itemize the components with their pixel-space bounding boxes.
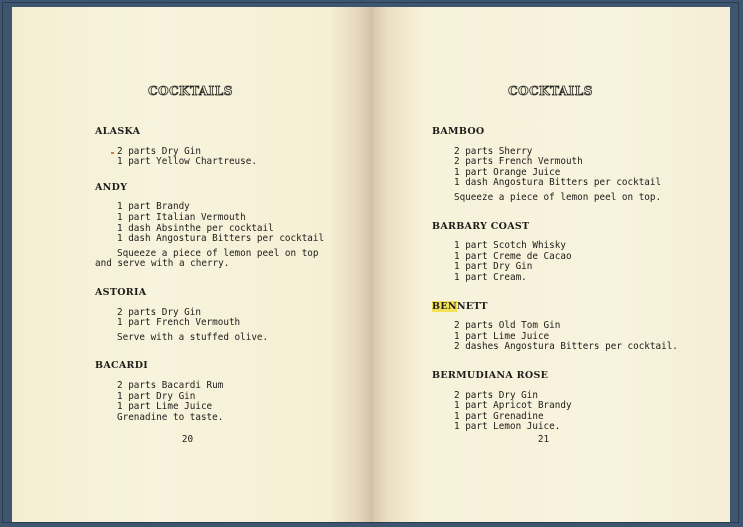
ingredient: 1 dash Angostura Bitters per cocktail: [454, 177, 662, 189]
ingredient: 1 part Lime Juice: [454, 330, 550, 342]
ingredient: 2 parts Bacardi Rum: [117, 379, 224, 391]
recipe-title-rest: NETT: [456, 300, 488, 312]
ingredient: 1 dash Absinthe per cocktail: [117, 222, 274, 234]
ingredient-list: [454, 147, 692, 189]
recipe-barbary-coast: [432, 222, 692, 284]
ingredient: 2 parts French Vermouth: [454, 156, 583, 168]
recipe-list: [95, 127, 345, 423]
ingredient: 1 part Apricot Brandy: [454, 400, 572, 412]
ingredient: 1 part Cream.: [454, 271, 527, 283]
recipe-title: ASTORIA: [95, 286, 147, 298]
recipe-title: BARBARY COAST: [432, 220, 530, 232]
recipe-title: BAMBOO: [432, 126, 485, 137]
ingredient: 2 dashes Angostura Bitters per cocktail.: [454, 341, 678, 353]
recipe-title: BACARDI: [95, 360, 149, 372]
ingredient: 2 parts Dry Gin: [117, 306, 201, 318]
recipe-instruction: Squeeze a piece of lemon peel on top and serve with a cherry.: [95, 247, 319, 270]
recipe-bamboo: [432, 127, 692, 204]
recipe-astoria: [95, 288, 345, 343]
ingredient: 1 part Yellow Chartreuse.: [117, 156, 257, 168]
ingredient: 1 part Italian Vermouth: [117, 211, 246, 223]
ingredient-list: [117, 147, 345, 168]
recipe-title: [432, 302, 692, 313]
right-page: [373, 7, 730, 522]
recipe-bermudiana-rose: [432, 371, 692, 433]
recipe-title: ALASKA: [95, 126, 141, 137]
ingredient: 1 part Lime Juice: [117, 401, 213, 413]
ingredient: 1 part French Vermouth: [117, 317, 241, 329]
recipe-title: ANDY: [95, 181, 128, 193]
ingredient: 1 part Dry Gin: [454, 261, 533, 273]
page-number: 21: [537, 434, 550, 445]
page-header: COCKTAILS: [148, 84, 233, 98]
recipe-andy: [95, 183, 345, 270]
ingredient: 1 part Lemon Juice.: [454, 421, 561, 433]
ingredient: 1 part Brandy: [117, 201, 190, 213]
ingredient: 1 part Creme de Cacao: [454, 250, 572, 262]
page-number: 20: [181, 434, 194, 445]
ingredient: 2 parts Dry Gin: [117, 145, 201, 157]
ingredient: 1 part Grenadine: [454, 410, 544, 422]
ingredient: 2 parts Dry Gin: [454, 389, 538, 401]
recipe-alaska: [95, 127, 345, 168]
ingredient: 2 parts Sherry: [454, 145, 533, 157]
ingredient-list: [454, 321, 692, 353]
left-page: [12, 7, 373, 522]
search-highlight: BEN: [432, 300, 457, 312]
recipe-instruction: Serve with a stuffed olive.: [117, 331, 269, 343]
ingredient-list: [454, 241, 692, 283]
recipe-instruction: Squeeze a piece of lemon peel on top.: [454, 191, 662, 203]
ingredient-list: [117, 202, 345, 244]
recipe-list: [432, 127, 692, 433]
recipe-bacardi: [95, 361, 345, 423]
ingredient: 1 part Dry Gin: [117, 390, 196, 402]
ingredient: 1 part Orange Juice: [454, 166, 561, 178]
page-header: COCKTAILS: [508, 84, 593, 98]
recipe-title: BERMUDIANA ROSE: [432, 369, 549, 381]
ingredient: 1 part Scotch Whisky: [454, 240, 566, 252]
recipe-bennett: [432, 302, 692, 353]
ingredient-list: [454, 391, 692, 433]
ingredient: Grenadine to taste.: [117, 411, 224, 423]
ingredient-list: [117, 381, 345, 423]
ingredient: 1 dash Angostura Bitters per cocktail: [117, 233, 325, 245]
ingredient-list: [117, 308, 345, 329]
ingredient: 2 parts Old Tom Gin: [454, 320, 561, 332]
